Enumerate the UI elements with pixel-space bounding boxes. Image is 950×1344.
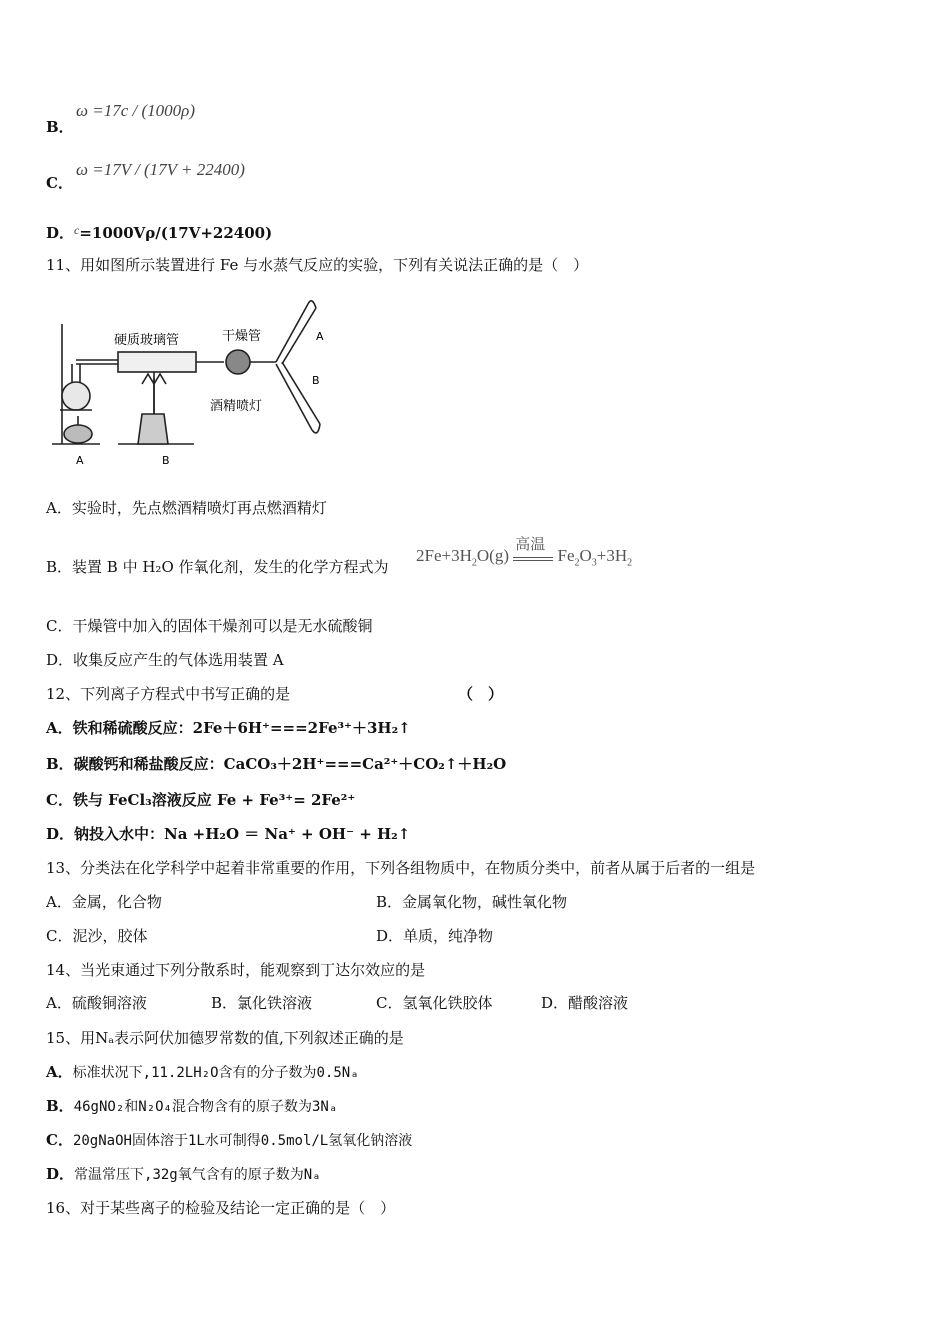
q15-option-a: A．标准状况下,11.2LH₂O含有的分子数为0.5Nₐ (46, 1063, 359, 1081)
dryer-label: 干燥管 (222, 329, 262, 344)
q12-option-c: C．铁与 FeCl₃溶液反应 Fe + Fe³⁺= 2Fe²⁺ (46, 791, 356, 809)
label-a-tube: A (316, 330, 324, 343)
q15-option-d: D．常温常压下,32g氧气含有的原子数为Nₐ (46, 1165, 321, 1183)
q11-apparatus-diagram (46, 284, 346, 470)
q12-bracket: （ ） (458, 685, 504, 703)
q14-option-b: B．氯化铁溶液 (211, 994, 313, 1012)
q14-option-a: A．硫酸铜溶液 (46, 994, 147, 1012)
q11-option-a: A．实验时，先点燃酒精喷灯再点燃酒精灯 (46, 499, 327, 517)
q11-option-c: C．干燥管中加入的固体干燥剂可以是无水硫酸铜 (46, 617, 373, 635)
q11-option-d: D．收集反应产生的气体选用装置 A (46, 651, 284, 669)
q13-option-b: B．金属氧化物，碱性氧化物 (376, 893, 568, 911)
q13-option-a: A．金属，化合物 (46, 893, 162, 911)
label-b-tube: B (312, 374, 320, 387)
q14-option-c: C．氢氧化铁胶体 (376, 994, 493, 1012)
label-a-bottom: A (76, 454, 84, 467)
q12-stem: 12、下列离子方程式中书写正确的是 (46, 685, 291, 703)
q11-option-b: B．装置 B 中 H₂O 作氧化剂，发生的化学方程式为 (46, 558, 389, 576)
q10-option-d: D．$^c$=1000Vρ/(17V+22400) (46, 223, 273, 242)
q15-stem: 15、用Nₐ表示阿伏加德罗常数的值,下列叙述正确的是 (46, 1029, 404, 1047)
q13-stem: 13、分类法在化学科学中起着非常重要的作用，下列各组物质中，在物质分类中，前者从属于后者的一组是 (46, 859, 756, 877)
q14-stem: 14、当光束通过下列分散系时，能观察到丁达尔效应的是 (46, 961, 426, 979)
q12-option-b: B．碳酸钙和稀盐酸反应：CaCO₃＋2H⁺===Ca²⁺＋CO₂↑＋H₂O (46, 755, 507, 773)
lamp-label: 酒精喷灯 (210, 399, 263, 414)
q13-option-d: D．单质，纯净物 (376, 927, 494, 945)
label-b-bottom: B (162, 454, 170, 467)
q15-option-b: B．46gNO₂和N₂O₄混合物含有的原子数为3Nₐ (46, 1097, 338, 1115)
q13-option-c: C．泥沙，胶体 (46, 927, 148, 945)
q15-option-c: C．20gNaOH固体溶于1L水可制得0.5mol/L氢氧化钠溶液 (46, 1131, 413, 1149)
q16-stem: 16、对于某些离子的检验及结论一定正确的是（ ） (46, 1199, 396, 1217)
q11-equation: $2Fe+3H_2O(g)$ 高温 $Fe_2O_3+3H_2$ (416, 537, 633, 569)
q12-option-d: D．钠投入水中：Na +H₂O ＝ Na⁺ + OH⁻ + H₂↑ (46, 825, 411, 843)
q14-option-d: D．醋酸溶液 (541, 994, 629, 1012)
q12-option-a: A．铁和稀硫酸反应：2Fe＋6H⁺===2Fe³⁺＋3H₂↑ (46, 719, 411, 737)
tube-label: 硬质玻璃管 (114, 333, 180, 348)
q11-stem: 11、用如图所示装置进行 Fe 与水蒸气反应的实验，下列有关说法正确的是（ ） (46, 256, 589, 274)
